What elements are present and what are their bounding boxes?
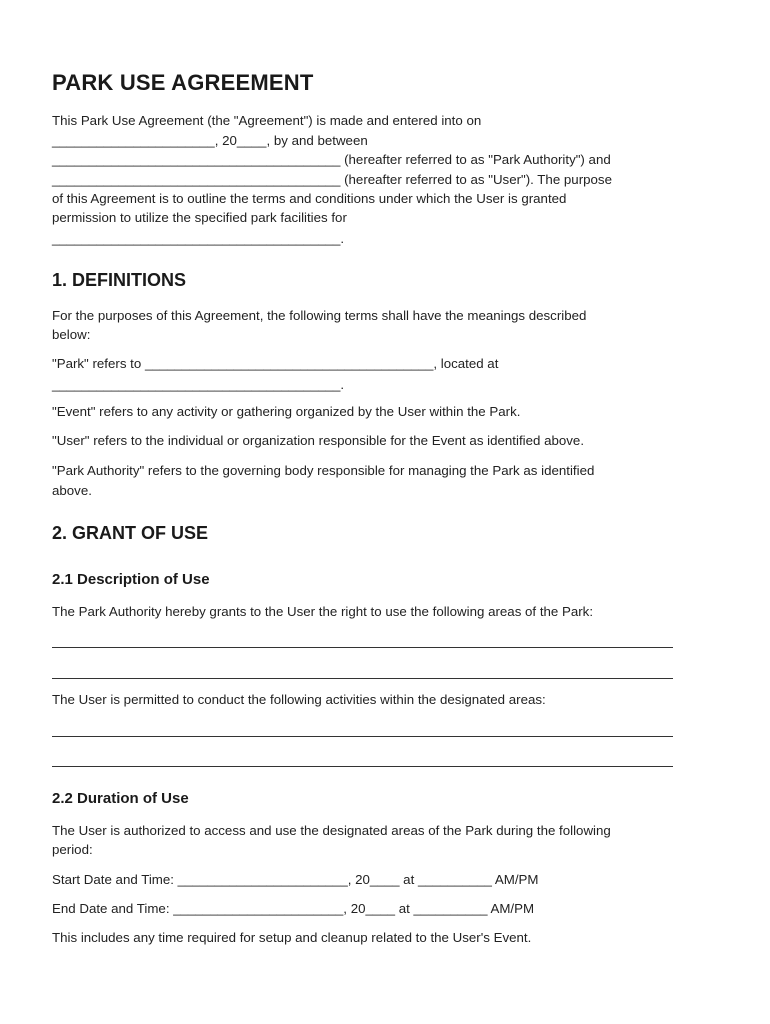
definition-park-authority-line-2: above. — [52, 483, 92, 498]
document-title: PARK USE AGREEMENT — [52, 70, 314, 95]
definitions-heading: 1. DEFINITIONS — [52, 270, 187, 290]
intro-line-5: of this Agreement is to outline the terms and conditions under which the User is granted — [52, 191, 567, 206]
definition-park-authority-line-1: "Park Authority" refers to the governing body responsible for managing the Park as identified — [52, 463, 595, 478]
intro-line-3: _______________________________________ (hereafter referred to as "Park Authority") and — [52, 152, 611, 167]
intro-line-2: ______________________, 20____, by and between — [52, 133, 368, 148]
duration-lead-line-1: The User is authorized to access and use the designated areas of the Park during the following — [52, 823, 611, 838]
end-date-line: End Date and Time: _______________________, 20____ at __________ AM/PM — [52, 901, 535, 916]
description-heading: 2.1 Description of Use — [52, 571, 210, 588]
areas-blank-line-1 — [52, 647, 673, 648]
activities-blank-line-2 — [52, 766, 673, 767]
definitions-lead-line-2: below: — [52, 327, 91, 342]
areas-text: The Park Authority hereby grants to the User the right to use the following areas of the Park: — [52, 604, 594, 619]
setup-note: This includes any time required for setup and cleanup related to the User's Event. — [52, 930, 532, 945]
start-date-line: Start Date and Time: _______________________, 20____ at __________ AM/PM — [52, 872, 539, 887]
definition-park-line-1: "Park" refers to _______________________________________, located at — [52, 356, 499, 371]
duration-heading: 2.2 Duration of Use — [52, 790, 189, 807]
grant-heading: 2. GRANT OF USE — [52, 523, 209, 543]
intro-line-7: _______________________________________. — [52, 231, 345, 246]
definition-park-line-2: _______________________________________. — [52, 377, 345, 392]
areas-blank-line-2 — [52, 678, 673, 679]
activities-blank-line-1 — [52, 736, 673, 737]
duration-lead-line-2: period: — [52, 842, 93, 857]
definition-user: "User" refers to the individual or organization responsible for the Event as identified above. — [52, 433, 585, 448]
activities-text: The User is permitted to conduct the following activities within the designated areas: — [52, 692, 546, 707]
intro-line-6: permission to utilize the specified park facilities for — [52, 210, 347, 225]
definition-event: "Event" refers to any activity or gathering organized by the User within the Park. — [52, 404, 521, 419]
definitions-lead-line-1: For the purposes of this Agreement, the following terms shall have the meanings described — [52, 308, 587, 323]
intro-line-4: _______________________________________ (hereafter referred to as "User"). The purpose — [52, 172, 612, 187]
intro-line-1: This Park Use Agreement (the "Agreement") is made and entered into on — [52, 113, 482, 128]
